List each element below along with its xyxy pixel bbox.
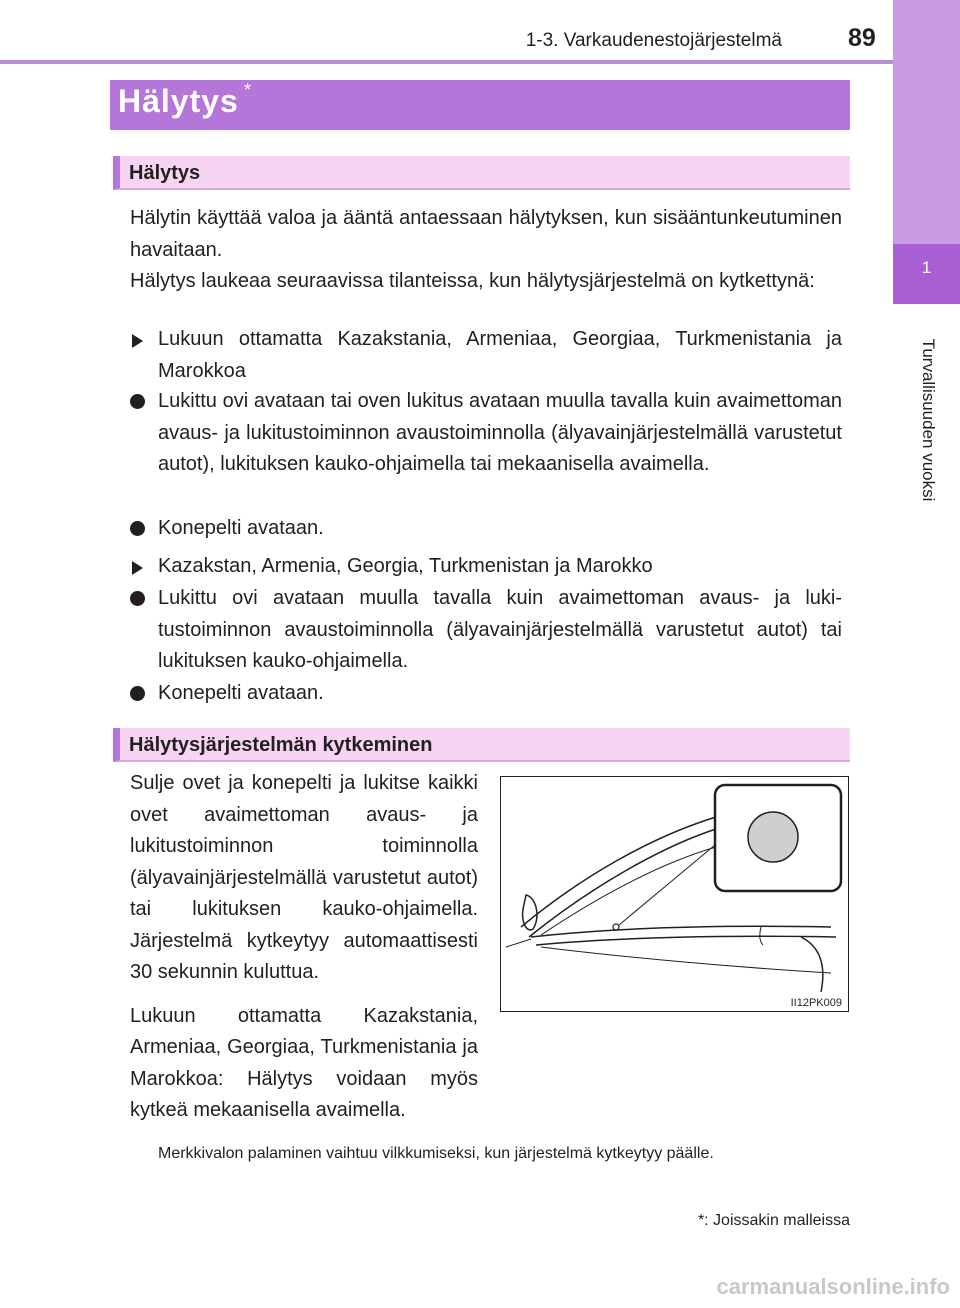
title-asterisk: * (244, 80, 252, 100)
intro-text (130, 203, 842, 298)
dot-bullet-icon (130, 394, 145, 409)
dot-bullet-icon (130, 686, 145, 701)
chapter-number: 1 (921, 258, 932, 277)
dot-bullet-icon (130, 591, 145, 606)
watermark: carmanualsonline.info (716, 1274, 950, 1299)
figure-code: II12PK009 (790, 997, 842, 1009)
group-heading-2-text: Kazakstan, Armenia, Georgia, Turkmenistan ja Marokko (158, 555, 653, 577)
indicator-light-icon (613, 924, 619, 930)
arming-paragraph-1: Sulje ovet ja konepelti ja lukitse kaikki ovet avaimettoman avaus- ja lukitustoiminnon toiminnolla (älyavainjärjestelmällä varustetut autot) tai lukituksen kauko-ohjaimella. Järjestelmä kytkeytyy automaattisesti 30 sekunnin kuluttua. (130, 772, 478, 983)
list-item (130, 513, 842, 545)
dot-bullet-icon (130, 521, 145, 536)
section-heading-bar (113, 156, 850, 190)
triangle-bullet-icon (132, 561, 143, 575)
page-title: Hälytys (118, 83, 239, 119)
group-heading-1-text: Lukuun ottamatta Kazakstania, Armeniaa, Georgiaa, Turkmenistania ja Marokkoa (158, 328, 842, 382)
section-heading-alarm: Hälytys (129, 162, 201, 184)
indicator-figure (500, 776, 849, 1012)
running-header: 1-3. Varkaudenestojärjestelmä (525, 30, 782, 51)
intro-paragraph-1: Hälytin käyttää valoa ja ääntä antaessaan hälytyksen, kun sisääntunkeutuminen havaitaan. (130, 207, 842, 261)
intro-paragraph-2: Hälytys laukeaa seuraavissa tilanteissa, kun hälytysjärjestelmä on kytkettynä: (130, 270, 815, 292)
list-item-text: Konepelti avataan. (158, 517, 324, 539)
chapter-label: Turvallisuuden vuoksi (919, 338, 938, 502)
arming-paragraph-2: Lukuun ottamatta Kazakstania, Armeniaa, Georgiaa, Turkmenistania ja Marokkoa: Hälytys voidaan myös kytkeä mekaanisella avaimella. (130, 1004, 478, 1121)
list-item-text: Lukittu ovi avataan muulla tavalla kuin avaimettoman avaus- ja lukitustoiminnon avaustoiminnolla (älyavainjärjestelmällä varustetut autot) tai lukituksen kauko-ohjaimella. (158, 587, 842, 672)
footnote: *: Joissakin malleissa (697, 1212, 850, 1229)
header-rule (0, 60, 893, 64)
list-item (130, 583, 842, 678)
page-number: 89 (848, 24, 876, 52)
list-item-text: Konepelti avataan. (158, 682, 324, 704)
list-item-text: Lukittu ovi avataan tai oven lukitus avataan muulla tavalla kuin avaimettoman avaus- ja lukitustoiminnon avaustoiminnolla (älyavainjärjestelmällä varustetut autot), lukituksen kauko-ohjaimella tai mekaanisella avaimella. (158, 390, 842, 475)
arming-text (130, 768, 478, 1139)
list-item (130, 678, 842, 710)
indicator-closeup-icon (748, 812, 798, 862)
triangle-bullet-icon (132, 334, 143, 348)
section-heading-arming: Hälytysjärjestelmän kytkeminen (129, 734, 433, 756)
group-heading-1 (130, 324, 842, 387)
dashboard-indicator-illustration (501, 777, 848, 1011)
group-heading-2 (130, 551, 842, 583)
note-text: Merkkivalon palaminen vaihtuu vilkkumiseksi, kun järjestelmä kytkeytyy päälle. (158, 1145, 714, 1162)
list-item (130, 386, 842, 481)
